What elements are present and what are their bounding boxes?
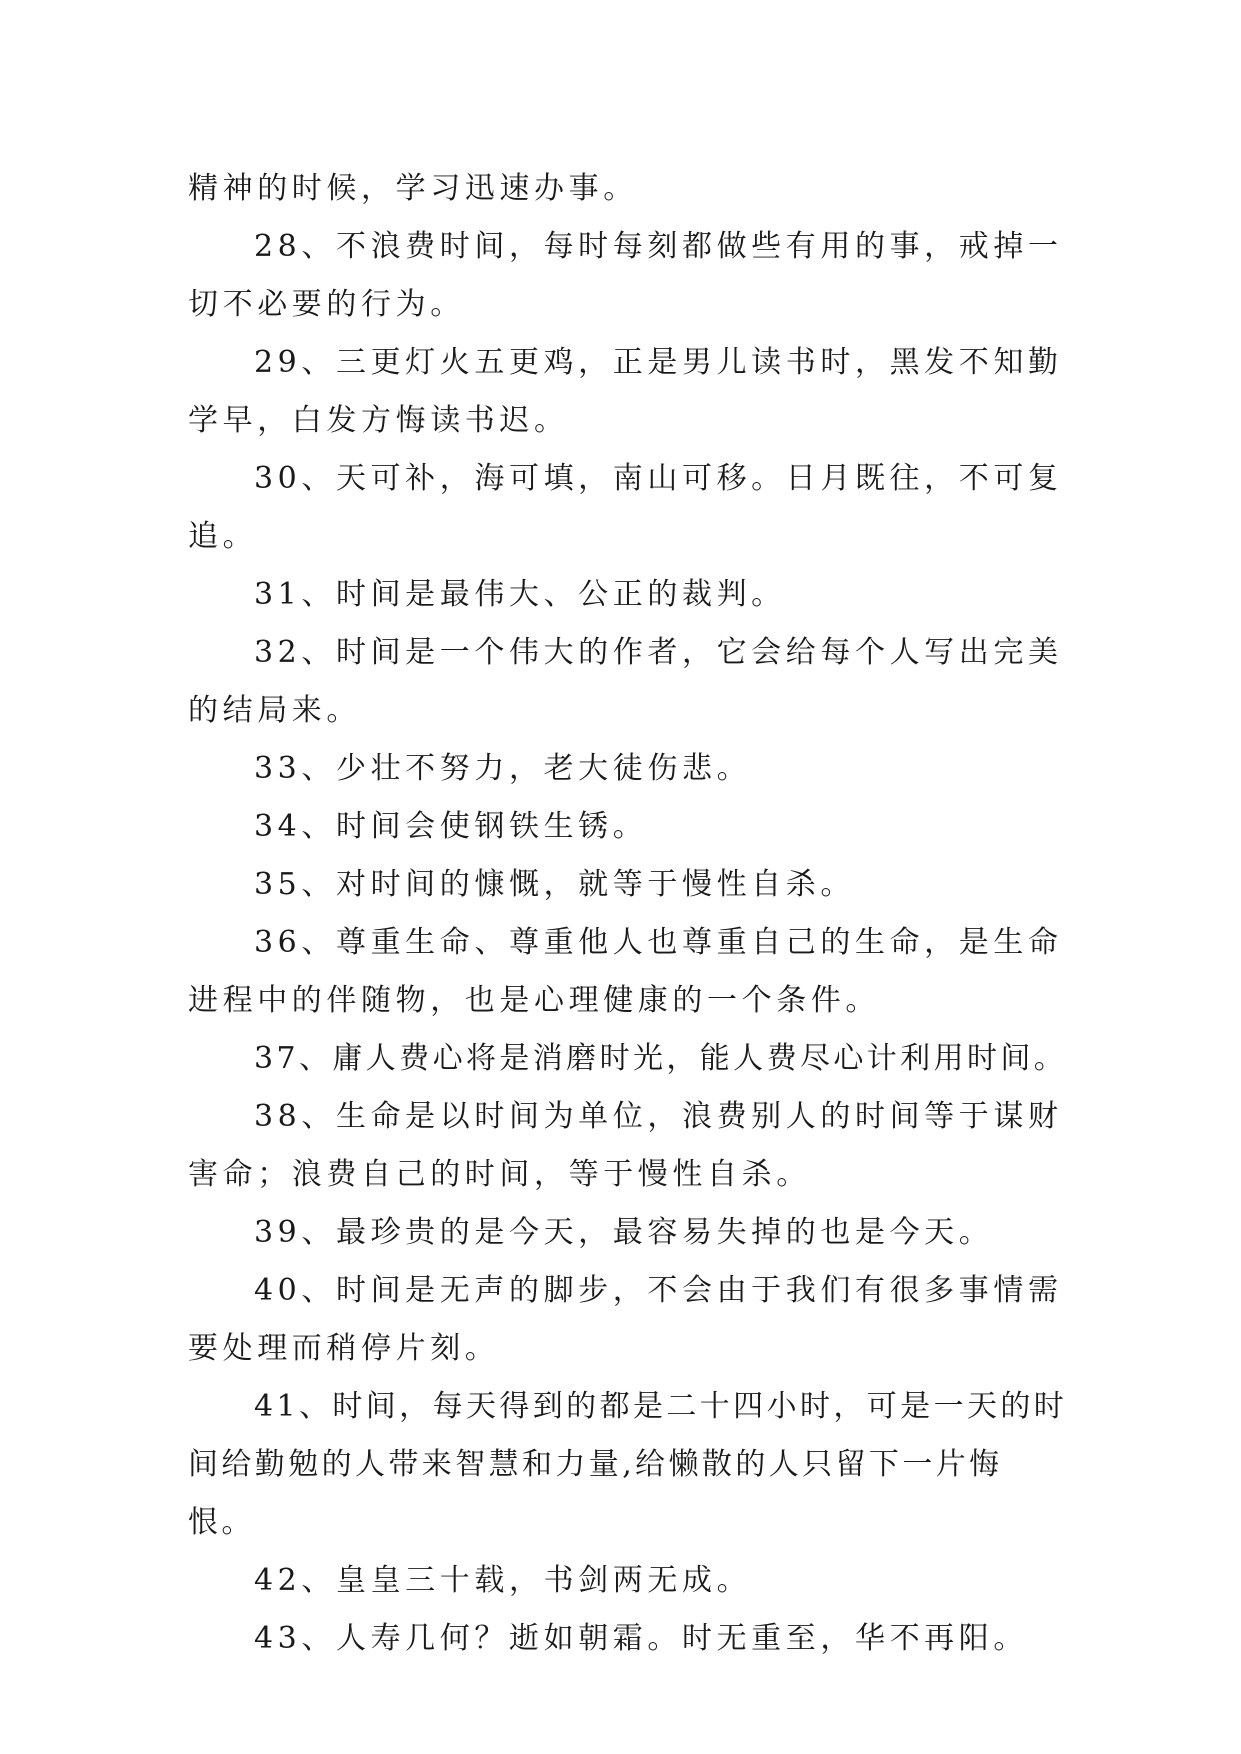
quote-36: 36、尊重生命、尊重他人也尊重自己的生命，是生命进程中的伴随物，也是心理健康的一个条件。	[188, 925, 1063, 1018]
quote-28: 28、不浪费时间，每时每刻都做些有用的事，戒掉一切不必要的行为。	[188, 229, 1063, 322]
quote-37: 37、庸人费心将是消磨时光，能人费尽心计利用时间。	[254, 1041, 1068, 1076]
quote-34: 34、时间会使钢铁生锈。	[254, 809, 648, 844]
quote-39: 39、最珍贵的是今天，最容易失掉的也是今天。	[254, 1215, 994, 1250]
quote-35: 35、对时间的慷慨，就等于慢性自杀。	[254, 867, 855, 902]
quote-38: 38、生命是以时间为单位，浪费别人的时间等于谋财害命；浪费自己的时间，等于慢性自杀。	[188, 1099, 1063, 1192]
quote-32: 32、时间是一个伟大的作者，它会给每个人写出完美的结局来。	[188, 635, 1063, 728]
quote-43: 43、人寿几何？逝如朝霜。时无重至，华不再阳。	[254, 1621, 1028, 1656]
quote-30: 30、天可补，海可填，南山可移。日月既往，不可复追。	[188, 461, 1063, 554]
paragraph-continuation: 精神的时候，学习迅速办事。	[188, 171, 638, 206]
quote-31: 31、时间是最伟大、公正的裁判。	[254, 577, 786, 612]
quote-29: 29、三更灯火五更鸡，正是男儿读书时，黑发不知勤学早，白发方悔读书迟。	[188, 345, 1063, 438]
quote-33: 33、少壮不努力，老大徒伤悲。	[254, 751, 752, 786]
document-page	[188, 160, 1068, 1668]
quote-42: 42、皇皇三十载，书剑两无成。	[254, 1563, 752, 1598]
quote-40: 40、时间是无声的脚步，不会由于我们有很多事情需要处理而稍停片刻。	[188, 1273, 1063, 1366]
quote-41: 41、时间，每天得到的都是二十四小时，可是一天的时间给勤勉的人带来智慧和力量,给懒散的人只留下一片悔恨。	[188, 1389, 1068, 1540]
